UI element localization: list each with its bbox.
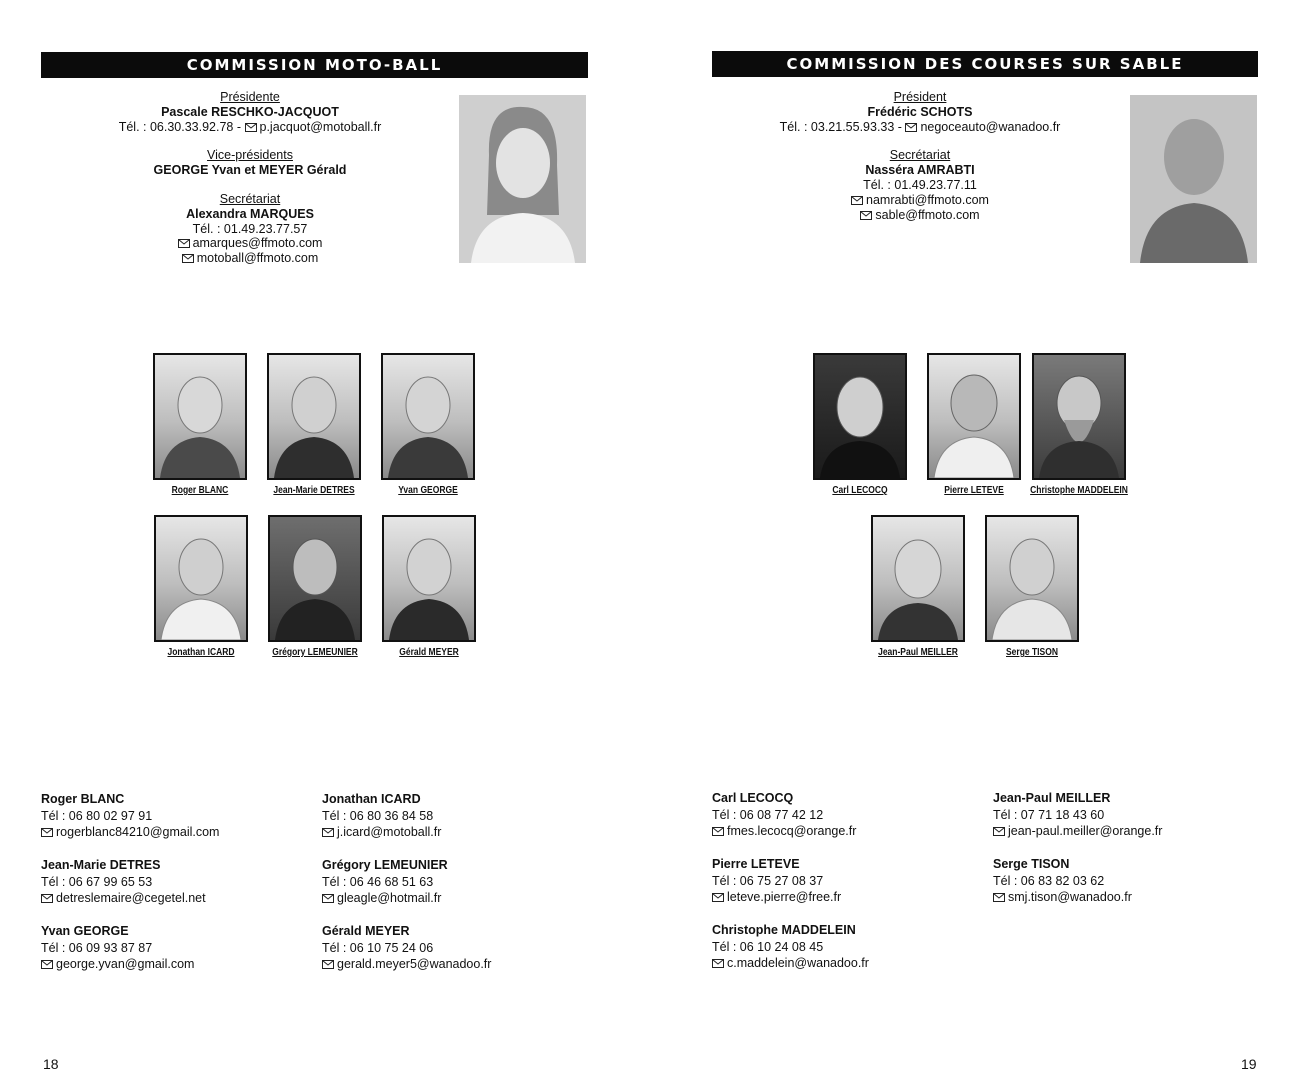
page-right bbox=[650, 0, 1300, 1092]
member-card bbox=[254, 353, 374, 496]
president-phone: Tél. : 03.21.55.93.33 - bbox=[779, 119, 902, 134]
contact-entry bbox=[322, 857, 592, 907]
page-number: 19 bbox=[1241, 1056, 1257, 1072]
member-name: Carl LECOCQ bbox=[832, 485, 888, 496]
member-photo bbox=[382, 515, 476, 642]
member-name: Grégory LEMEUNIER bbox=[272, 647, 358, 658]
member-card bbox=[369, 515, 489, 658]
member-name: Roger BLANC bbox=[171, 485, 229, 496]
contact-name: Roger BLANC bbox=[41, 792, 125, 806]
contact-name: Christophe MADDELEIN bbox=[712, 923, 856, 937]
secretariat-name: Nasséra AMRABTI bbox=[865, 163, 975, 178]
envelope-icon bbox=[322, 960, 334, 969]
member-photo bbox=[871, 515, 965, 642]
person-silhouette-icon bbox=[929, 355, 1019, 478]
contact-name: Gérald MEYER bbox=[322, 924, 410, 938]
member-card bbox=[914, 353, 1034, 496]
person-silhouette-icon bbox=[1034, 355, 1124, 478]
contact-phone: Tél : 06 67 99 65 53 bbox=[41, 874, 153, 889]
spacer bbox=[730, 134, 1110, 148]
member-name: Jean-Marie DETRES bbox=[273, 485, 355, 496]
office-block bbox=[60, 90, 440, 266]
contact-email-line bbox=[41, 890, 311, 907]
member-photo bbox=[813, 353, 907, 480]
president-phone: Tél. : 06.30.33.92.78 - bbox=[118, 119, 242, 134]
contact-email[interactable]: leteve.pierre@free.fr bbox=[727, 890, 842, 904]
member-name: Yvan GEORGE bbox=[398, 485, 458, 496]
person-silhouette-icon bbox=[459, 95, 586, 263]
member-name: Christophe MADDELEIN bbox=[1030, 485, 1128, 496]
vp-names: GEORGE Yvan et MEYER Gérald bbox=[153, 163, 347, 178]
contact-email-line bbox=[41, 956, 311, 973]
member-photo bbox=[268, 515, 362, 642]
envelope-icon bbox=[712, 893, 724, 902]
contact-email-line bbox=[712, 955, 982, 972]
page-number: 18 bbox=[43, 1056, 59, 1072]
president-contact-line bbox=[730, 120, 1110, 135]
contact-email[interactable]: fmes.lecocq@orange.fr bbox=[727, 824, 857, 838]
secretariat-phone: Tél. : 01.49.23.77.11 bbox=[863, 177, 977, 192]
envelope-icon bbox=[178, 239, 190, 248]
contact-email-line bbox=[993, 823, 1263, 840]
member-name: Pierre LETEVE bbox=[944, 485, 1004, 496]
contact-phone: Tél : 06 09 93 87 87 bbox=[41, 940, 153, 955]
vp-title: Vice-présidents bbox=[207, 148, 293, 163]
person-silhouette-icon bbox=[383, 355, 473, 478]
member-card bbox=[800, 353, 920, 496]
secretariat-title: Secrétariat bbox=[219, 191, 281, 206]
member-name: Jean-Paul MEILLER bbox=[878, 647, 958, 658]
contact-entry bbox=[993, 790, 1263, 840]
president-photo bbox=[459, 95, 586, 263]
contact-name: Serge TISON bbox=[993, 857, 1070, 871]
contact-entry bbox=[712, 922, 982, 972]
member-card bbox=[140, 353, 260, 496]
envelope-icon bbox=[712, 827, 724, 836]
president-photo bbox=[1130, 95, 1257, 263]
contact-name: Jonathan ICARD bbox=[322, 792, 421, 806]
person-silhouette-icon bbox=[987, 517, 1077, 640]
contact-name: Carl LECOCQ bbox=[712, 791, 794, 805]
contact-name: Grégory LEMEUNIER bbox=[322, 858, 448, 872]
envelope-icon bbox=[993, 893, 1005, 902]
person-silhouette-icon bbox=[1130, 95, 1257, 263]
envelope-icon bbox=[712, 959, 724, 968]
contact-email-line bbox=[712, 889, 982, 906]
contact-name: Yvan GEORGE bbox=[41, 924, 129, 938]
member-name: Gérald MEYER bbox=[399, 647, 459, 658]
contact-phone: Tél : 06 08 77 42 12 bbox=[712, 807, 824, 822]
person-silhouette-icon bbox=[270, 517, 360, 640]
commission-title-banner: COMMISSION DES COURSES SUR SABLE bbox=[712, 51, 1258, 77]
contact-phone: Tél : 07 71 18 43 60 bbox=[993, 807, 1105, 822]
spacer bbox=[60, 134, 440, 148]
envelope-icon bbox=[322, 828, 334, 837]
contact-email[interactable]: rogerblanc84210@gmail.com bbox=[56, 825, 220, 839]
envelope-icon bbox=[245, 123, 257, 132]
secretariat-email-line-2 bbox=[60, 251, 440, 266]
contact-phone: Tél : 06 46 68 51 63 bbox=[322, 874, 434, 889]
secretariat-email-line-2 bbox=[730, 208, 1110, 223]
president-name: Pascale RESCHKO-JACQUOT bbox=[161, 104, 339, 119]
contact-entry bbox=[41, 857, 311, 907]
secretariat-title: Secrétariat bbox=[889, 148, 951, 163]
member-card bbox=[141, 515, 261, 658]
contact-email-line bbox=[322, 890, 592, 907]
president-email[interactable]: p.jacquot@motoball.fr bbox=[259, 119, 382, 134]
secretariat-email-1[interactable]: namrabti@ffmoto.com bbox=[866, 192, 989, 207]
member-card bbox=[255, 515, 375, 658]
envelope-icon bbox=[41, 960, 53, 969]
member-card bbox=[368, 353, 488, 496]
member-card bbox=[1019, 353, 1139, 496]
contact-entry bbox=[41, 923, 311, 973]
office-block bbox=[730, 90, 1110, 222]
contact-email[interactable]: c.maddelein@wanadoo.fr bbox=[727, 956, 869, 970]
secretariat-email-line-1 bbox=[730, 193, 1110, 208]
contact-entry bbox=[712, 790, 982, 840]
contact-entry bbox=[993, 856, 1263, 906]
contact-entry bbox=[322, 923, 592, 973]
member-name: Jonathan ICARD bbox=[167, 647, 235, 658]
contact-entry bbox=[712, 856, 982, 906]
president-email[interactable]: negoceauto@wanadoo.fr bbox=[920, 119, 1061, 134]
person-silhouette-icon bbox=[156, 517, 246, 640]
envelope-icon bbox=[182, 254, 194, 263]
contact-phone: Tél : 06 10 24 08 45 bbox=[712, 939, 824, 954]
contact-email-line bbox=[712, 823, 982, 840]
member-name: Serge TISON bbox=[1006, 647, 1058, 658]
member-card bbox=[858, 515, 978, 658]
contact-entry bbox=[322, 791, 592, 841]
person-silhouette-icon bbox=[873, 517, 963, 640]
president-contact-line bbox=[60, 120, 440, 135]
secretariat-email-line-1 bbox=[60, 236, 440, 251]
contact-email[interactable]: gerald.meyer5@wanadoo.fr bbox=[337, 957, 492, 971]
secretariat-phone: Tél. : 01.49.23.77.57 bbox=[192, 221, 308, 236]
envelope-icon bbox=[41, 894, 53, 903]
envelope-icon bbox=[851, 196, 863, 205]
person-silhouette-icon bbox=[269, 355, 359, 478]
contact-email-line bbox=[322, 956, 592, 973]
contact-email[interactable]: jean-paul.meiller@orange.fr bbox=[1008, 824, 1163, 838]
person-silhouette-icon bbox=[384, 517, 474, 640]
member-photo bbox=[985, 515, 1079, 642]
person-silhouette-icon bbox=[155, 355, 245, 478]
contact-email-line bbox=[41, 824, 311, 841]
president-title: Président bbox=[893, 90, 947, 104]
secretariat-email-2[interactable]: motoball@ffmoto.com bbox=[196, 251, 319, 266]
spacer bbox=[60, 178, 440, 192]
member-photo bbox=[927, 353, 1021, 480]
envelope-icon bbox=[41, 828, 53, 837]
member-photo bbox=[154, 515, 248, 642]
member-card bbox=[972, 515, 1092, 658]
secretariat-email-2[interactable]: sable@ffmoto.com bbox=[875, 207, 980, 222]
contact-email-line bbox=[993, 889, 1263, 906]
member-photo bbox=[381, 353, 475, 480]
president-name: Frédéric SCHOTS bbox=[867, 104, 973, 119]
envelope-icon bbox=[860, 211, 872, 220]
contact-name: Jean-Marie DETRES bbox=[41, 858, 161, 872]
envelope-icon bbox=[993, 827, 1005, 836]
contact-email[interactable]: detreslemaire@cegetel.net bbox=[56, 891, 206, 905]
contact-email[interactable]: george.yvan@gmail.com bbox=[56, 957, 195, 971]
envelope-icon bbox=[322, 894, 334, 903]
contact-phone: Tél : 06 10 75 24 06 bbox=[322, 940, 434, 955]
member-photo bbox=[153, 353, 247, 480]
contact-phone: Tél : 06 80 36 84 58 bbox=[322, 808, 434, 823]
contact-email[interactable]: j.icard@motoball.fr bbox=[337, 825, 442, 839]
contact-phone: Tél : 06 80 02 97 91 bbox=[41, 808, 153, 823]
contact-email[interactable]: smj.tison@wanadoo.fr bbox=[1008, 890, 1132, 904]
contact-name: Jean-Paul MEILLER bbox=[993, 791, 1111, 805]
contact-email[interactable]: gleagle@hotmail.fr bbox=[337, 891, 442, 905]
member-photo bbox=[1032, 353, 1126, 480]
secretariat-email-1[interactable]: amarques@ffmoto.com bbox=[192, 236, 323, 251]
contact-name: Pierre LETEVE bbox=[712, 857, 800, 871]
contact-phone: Tél : 06 83 82 03 62 bbox=[993, 873, 1105, 888]
person-silhouette-icon bbox=[815, 355, 905, 478]
contact-entry bbox=[41, 791, 311, 841]
commission-title-banner: COMMISSION MOTO-BALL bbox=[41, 52, 588, 78]
president-title: Présidente bbox=[220, 90, 280, 104]
contact-phone: Tél : 06 75 27 08 37 bbox=[712, 873, 824, 888]
secretariat-name: Alexandra MARQUES bbox=[186, 206, 314, 221]
envelope-icon bbox=[905, 123, 917, 132]
contact-email-line bbox=[322, 824, 592, 841]
member-photo bbox=[267, 353, 361, 480]
